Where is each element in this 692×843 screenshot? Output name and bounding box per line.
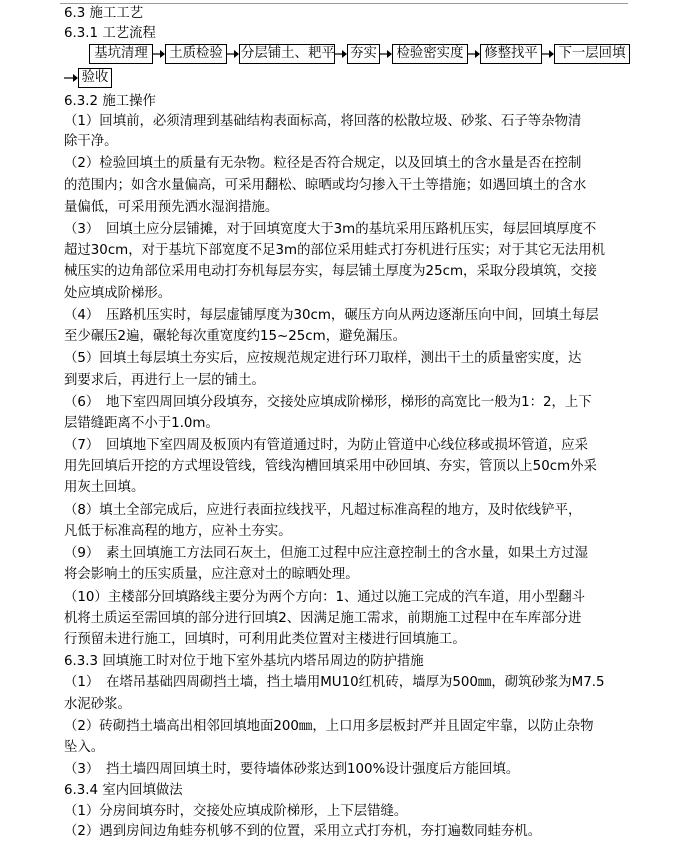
text-line: （1）分房间填夯时，交接处应填成阶梯形，上下层错缝。 [64, 804, 408, 819]
flow-step-2: 土质检验 [165, 44, 227, 64]
text-line: 将会影响土的压实质量，应注意对土的晾晒处理。 [64, 567, 359, 582]
text-line: （1）回填前，必须清理到基础结构表面标高，将回落的松散垃圾、砂浆、石子等杂物清 [64, 114, 582, 129]
flow-step-8: 验收 [78, 68, 112, 88]
subsection-title-indoor: 6.3.4 室内回填做法 [64, 783, 183, 798]
arrow-right-icon [227, 47, 239, 61]
text-line: （5）回填土每层填土夯实后，应按规范规定进行环刀取样，测出干土的质量密实度，达 [64, 351, 582, 366]
text-line: （6） 地下室四周回填分段填夯，交接处应填成阶梯形，梯形的高宽比一般为1：2，上下 [64, 395, 592, 410]
text-line: 用先回填后开挖的方式埋设管线，管线沟槽回填采用中砂回填、夯实，管顶以上50cm外采 [64, 459, 597, 474]
text-line: 除干净。 [64, 134, 118, 149]
text-line: 水泥砂浆。 [64, 697, 131, 712]
subsection-title-operation: 6.3.2 施工操作 [64, 94, 156, 109]
section-title: 6.3 施工工艺 [64, 6, 144, 21]
text-line: （10）主楼部分回填路线主要分为两个方向：1、通过以施工完成的汽车道，用小型翻斗 [64, 590, 586, 605]
subsection-title-process: 6.3.1 工艺流程 [64, 26, 156, 41]
text-line: 坠入。 [64, 740, 105, 755]
text-line: 层错缝距离不小于1.0m。 [64, 416, 219, 431]
text-line: （2）检验回填土的质量有无杂物。粒径是否符合规定，以及回填土的含水量是否在控制 [64, 156, 582, 171]
text-line: 行预留未进行施工，回填时，可利用此类位置对主楼进行回填施工。 [64, 632, 466, 647]
text-line: 械压实的边角部位采用电动打夯机每层夯实，每层铺土厚度为25cm，采取分段填筑，交接 [64, 264, 597, 279]
flow-step-3: 分层铺土、耙平 [239, 44, 335, 64]
arrow-right-icon [153, 47, 165, 61]
flow-step-6: 修整找平 [480, 44, 542, 64]
text-line: （4） 压路机压实时，每层虚铺厚度为30cm，碾压方向从两边逐渐压向中间，回填土每层 [64, 308, 599, 323]
text-line: 的范围内；如含水量偏高，可采用翻松、晾晒或均匀掺入干土等措施；如遇回填土的含水 [64, 178, 587, 193]
text-line: 凡低于标准高程的地方，应补土夯实。 [64, 524, 292, 539]
flow-step-1: 基坑清理 [89, 44, 153, 64]
text-line: （3） 回填土应分层铺摊，对于回填宽度大于3m的基坑采用压路机压实，每层回填厚度不 [64, 222, 597, 237]
arrow-right-icon [542, 47, 554, 61]
flow-step-4: 夯实 [347, 44, 380, 64]
text-line: 用灰土回填。 [64, 480, 145, 495]
text-line: 处应填成阶梯形。 [64, 286, 172, 301]
arrow-right-icon [380, 47, 392, 61]
flow-step-7: 下一层回填 [554, 44, 630, 64]
text-line: （2）砖砌挡土墙高出相邻回填地面200㎜，上口用多层板封严并且固定牢靠，以防止杂物 [64, 719, 594, 734]
text-line: （8）填土全部完成后，应进行表面拉线找平，凡超过标准高程的地方，及时依线铲平， [64, 503, 582, 518]
process-flow-continued [64, 68, 264, 90]
flow-step-5: 检验密实度 [392, 44, 468, 64]
arrow-right-icon [64, 71, 78, 85]
text-line: （1） 在塔吊基础四周砌挡土墙，挡土墙用MU10红机砖，墙厚为500㎜，砌筑砂浆为M7.5 [64, 675, 605, 690]
text-line: 到要求后，再进行上一层的铺土。 [64, 373, 265, 388]
text-line: 量偏低，可采用预先洒水湿润措施。 [64, 200, 279, 215]
text-line: 至少碾压2遍，碾轮每次重宽度约15~25cm，避免漏压。 [64, 329, 407, 344]
subsection-title-tower-crane: 6.3.3 回填施工时对位于地下室外基坑内塔吊周边的防护措施 [64, 654, 424, 669]
text-line: （3） 挡土墙四周回填土时，要待墙体砂浆达到100%设计强度后方能回填。 [64, 762, 520, 777]
arrow-right-icon [335, 47, 347, 61]
text-line: 超过30cm，对于基坑下部宽度不足3m的部位采用蛙式打夯机进行压实；对于其它无法用机 [64, 243, 606, 258]
text-line: （2）遇到房间边角蛙夯机够不到的位置，采用立式打夯机，夯打遍数同蛙夯机。 [64, 824, 542, 839]
text-line: 机将土质运至需回填的部分进行回填2、因满足施工需求，前期施工过程中在车库部分进 [64, 611, 582, 626]
arrow-right-icon [468, 47, 480, 61]
process-flow [64, 44, 634, 66]
text-line: （9） 素土回填施工方法同石灰土，但施工过程中应注意控制土的含水量，如果土方过湿 [64, 546, 589, 561]
text-line: （7） 回填地下室四周及板顶内有管道通过时，为防止管道中心线位移或损坏管道，应采 [64, 438, 589, 453]
